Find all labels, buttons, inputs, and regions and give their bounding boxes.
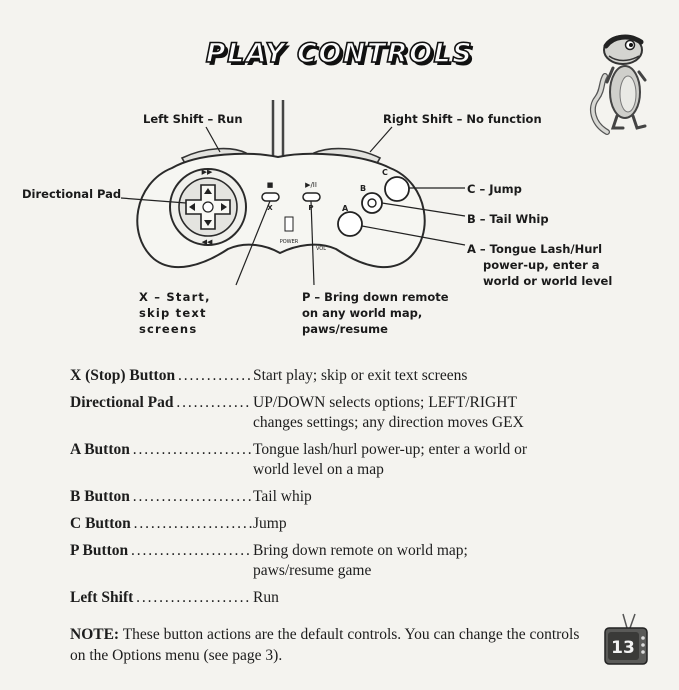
label-p-line-3: paws/resume xyxy=(302,322,388,336)
label-a-line-2: power-up, enter a xyxy=(483,258,600,272)
x-button xyxy=(262,193,279,201)
button-c xyxy=(385,177,409,201)
label-left-shift: Left Shift – Run xyxy=(143,112,243,126)
ff-label: ▶▶ xyxy=(201,168,213,176)
p-button xyxy=(303,193,320,201)
control-description: Jump xyxy=(253,515,287,532)
control-name: A Button . . . xyxy=(70,440,252,460)
control-description: UP/DOWN selects options; LEFT/RIGHT changes settings; any direction moves GEX xyxy=(253,394,524,431)
control-name: C Button . . . xyxy=(70,514,252,534)
label-a-line-3: world or world level xyxy=(483,274,613,288)
note-label: NOTE: xyxy=(70,626,120,643)
control-description: Run xyxy=(253,589,279,606)
button-b xyxy=(362,193,382,213)
control-description: Tongue lash/hurl power-up; enter a world or world level on a map xyxy=(253,441,528,478)
control-description: Start play; skip or exit text screens xyxy=(253,367,468,384)
note-text: These button actions are the default controls. You can change the controls on the Options menu (see page 3). xyxy=(70,626,580,664)
note-paragraph xyxy=(70,624,590,666)
label-a-line-1: A – Tongue Lash/Hurl xyxy=(467,242,603,256)
label-p-line-1: P – Bring down remote xyxy=(302,290,449,304)
svg-text:A: A xyxy=(342,204,349,213)
svg-text:C: C xyxy=(382,168,388,177)
control-name: B Button . . . xyxy=(70,487,252,507)
control-name: X (Stop) Button . . . xyxy=(70,366,252,386)
label-c-jump: C – Jump xyxy=(467,182,522,196)
svg-text:P: P xyxy=(308,204,314,212)
control-name: P Button . . . xyxy=(70,541,252,561)
control-name: Left Shift . . . xyxy=(70,588,252,608)
label-p-line-2: on any world map, xyxy=(302,306,423,320)
label-x-line-3: screens xyxy=(139,322,198,336)
svg-text:VOL: VOL xyxy=(315,246,327,252)
rew-label: ◀◀ xyxy=(201,238,213,246)
svg-text:▶/II: ▶/II xyxy=(305,181,317,189)
label-b-tail-whip: B – Tail Whip xyxy=(467,212,549,226)
label-directional-pad: Directional Pad xyxy=(22,187,122,201)
control-description: Tail whip xyxy=(253,488,312,505)
svg-text:■: ■ xyxy=(266,181,274,189)
controller-cable xyxy=(273,100,283,157)
page-title: PLAY CONTROLS xyxy=(205,38,474,69)
label-x-line-2: skip text xyxy=(139,306,207,320)
control-name: Directional Pad . . . xyxy=(70,393,252,413)
page-number: 13 xyxy=(611,638,635,658)
page-number-badge xyxy=(603,612,649,670)
button-a xyxy=(338,212,362,236)
power-indicator xyxy=(285,217,293,231)
svg-text:POWER: POWER xyxy=(279,239,299,245)
svg-text:X: X xyxy=(267,204,273,212)
control-description: Bring down remote on world map; paws/resume game xyxy=(253,542,468,579)
label-x-line-1: X – Start, xyxy=(139,290,211,304)
label-right-shift: Right Shift – No function xyxy=(383,112,542,126)
svg-text:B: B xyxy=(360,184,367,193)
